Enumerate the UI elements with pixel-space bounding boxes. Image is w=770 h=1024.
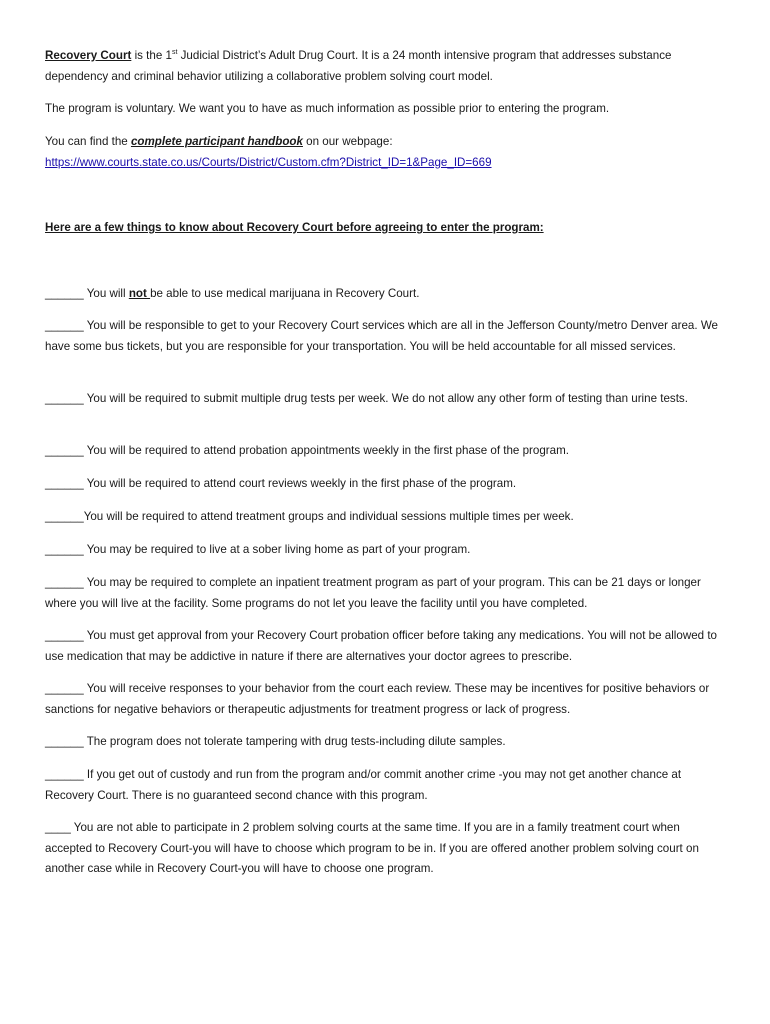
checklist-item <box>45 284 730 305</box>
checklist-blank[interactable]: ______ <box>45 629 84 642</box>
intro-text-a: is the 1 <box>131 49 172 62</box>
section-heading: Here are a few things to know about Recovery Court before agreeing to enter the program: <box>45 221 544 234</box>
item-text: You will receive responses to your behavior from the court each review. These may be incentives for positive behaviors or sanctions for negative behaviors or therapeutic adjustments for treatment progress or lack of progress. <box>45 682 710 716</box>
item-text: You will be required to submit multiple drug tests per week. We do not allow any other form of testing than urine tests. <box>83 392 688 405</box>
checklist-blank[interactable]: ______ <box>45 392 84 405</box>
item-text: You will be required to attend court reviews weekly in the first phase of the program. <box>83 477 517 490</box>
checklist-blank[interactable]: ______ <box>45 477 84 490</box>
checklist-item <box>45 818 730 880</box>
item-text: You may be required to live at a sober living home as part of your program. <box>83 543 471 556</box>
handbook-suffix: on our webpage: <box>302 135 393 148</box>
item-text: You will be required to attend treatment groups and individual sessions multiple times per week. <box>83 510 574 523</box>
checklist-blank[interactable]: ______ <box>45 543 84 556</box>
checklist-blank[interactable]: ______ <box>45 287 84 300</box>
checklist-blank[interactable]: ______ <box>45 768 84 781</box>
handbook-link[interactable]: complete participant handbook <box>130 135 303 148</box>
checklist-blank[interactable]: ______ <box>45 319 84 332</box>
item-text: The program does not tolerate tampering with drug tests-including dilute samples. <box>83 735 506 748</box>
checklist-item <box>45 507 730 528</box>
checklist-item <box>45 765 730 806</box>
checklist-blank[interactable]: ____ <box>45 821 71 834</box>
checklist-item <box>45 316 730 357</box>
checklist-item <box>45 474 730 495</box>
webpage-url-link[interactable]: https://www.courts.state.co.us/Courts/District/Custom.cfm?District_ID=1&Page_ID=669 <box>45 155 492 169</box>
checklist-blank[interactable]: ______ <box>45 735 84 748</box>
intro-text-b: Judicial District’s Adult Drug Court. It is a 24 month intensive program that addresses substance dependency and criminal behavior utilizing a collaborative problem solving court model. <box>45 49 672 83</box>
item-text: You will be responsible to get to your Recovery Court services which are all in the Jefferson County/metro Denver area. We have some bus tickets, but you are responsible for your transportation. You will be held accountable for all missed services. <box>45 319 719 353</box>
item-text: If you get out of custody and run from the program and/or commit another crime -you may not get another chance at Recovery Court. There is no guaranteed second chance with this program. <box>45 768 682 802</box>
item-text: You may be required to complete an inpatient treatment program as part of your program. This can be 21 days or longer where you will live at the facility. Some programs do not let you leave the facility until you have completed. <box>45 576 701 610</box>
intro-paragraph <box>45 46 730 87</box>
checklist-item <box>45 732 730 753</box>
checklist-blank[interactable]: ______ <box>45 576 84 589</box>
program-name: Recovery Court <box>45 49 132 62</box>
voluntary-paragraph: The program is voluntary. We want you to have as much information as possible prior to entering the program. <box>45 102 610 115</box>
item-text: You are not able to participate in 2 problem solving courts at the same time. If you are in a family treatment court when accepted to Recovery Court-you will have to choose which program to be in. If you are offered another problem solving court on another case while in Recovery Court-you will have to choose one program. <box>45 821 699 875</box>
item-text: You will be required to attend probation appointments weekly in the first phase of the program. <box>83 444 569 457</box>
emphasis-not: not <box>128 287 151 300</box>
checklist-item <box>45 389 730 410</box>
handbook-paragraph <box>45 132 730 173</box>
checklist-blank[interactable]: ______ <box>45 444 84 457</box>
checklist-item <box>45 540 730 561</box>
checklist-blank[interactable]: ______ <box>45 682 84 695</box>
item-text: be able to use medical marijuana in Recovery Court. <box>150 287 420 300</box>
checklist-item <box>45 441 730 462</box>
item-text: You must get approval from your Recovery Court probation officer before taking any medications. You will not be allowed to use medication that may be addictive in nature if there are alternatives your doctor agrees to prescribe. <box>45 629 717 663</box>
checklist-item <box>45 573 730 614</box>
checklist-item <box>45 626 730 667</box>
item-text: You will <box>83 287 129 300</box>
ordinal-suffix: st <box>171 49 178 57</box>
checklist-item <box>45 679 730 720</box>
checklist-blank[interactable]: ______ <box>45 510 84 523</box>
handbook-prefix: You can find the <box>45 135 131 148</box>
